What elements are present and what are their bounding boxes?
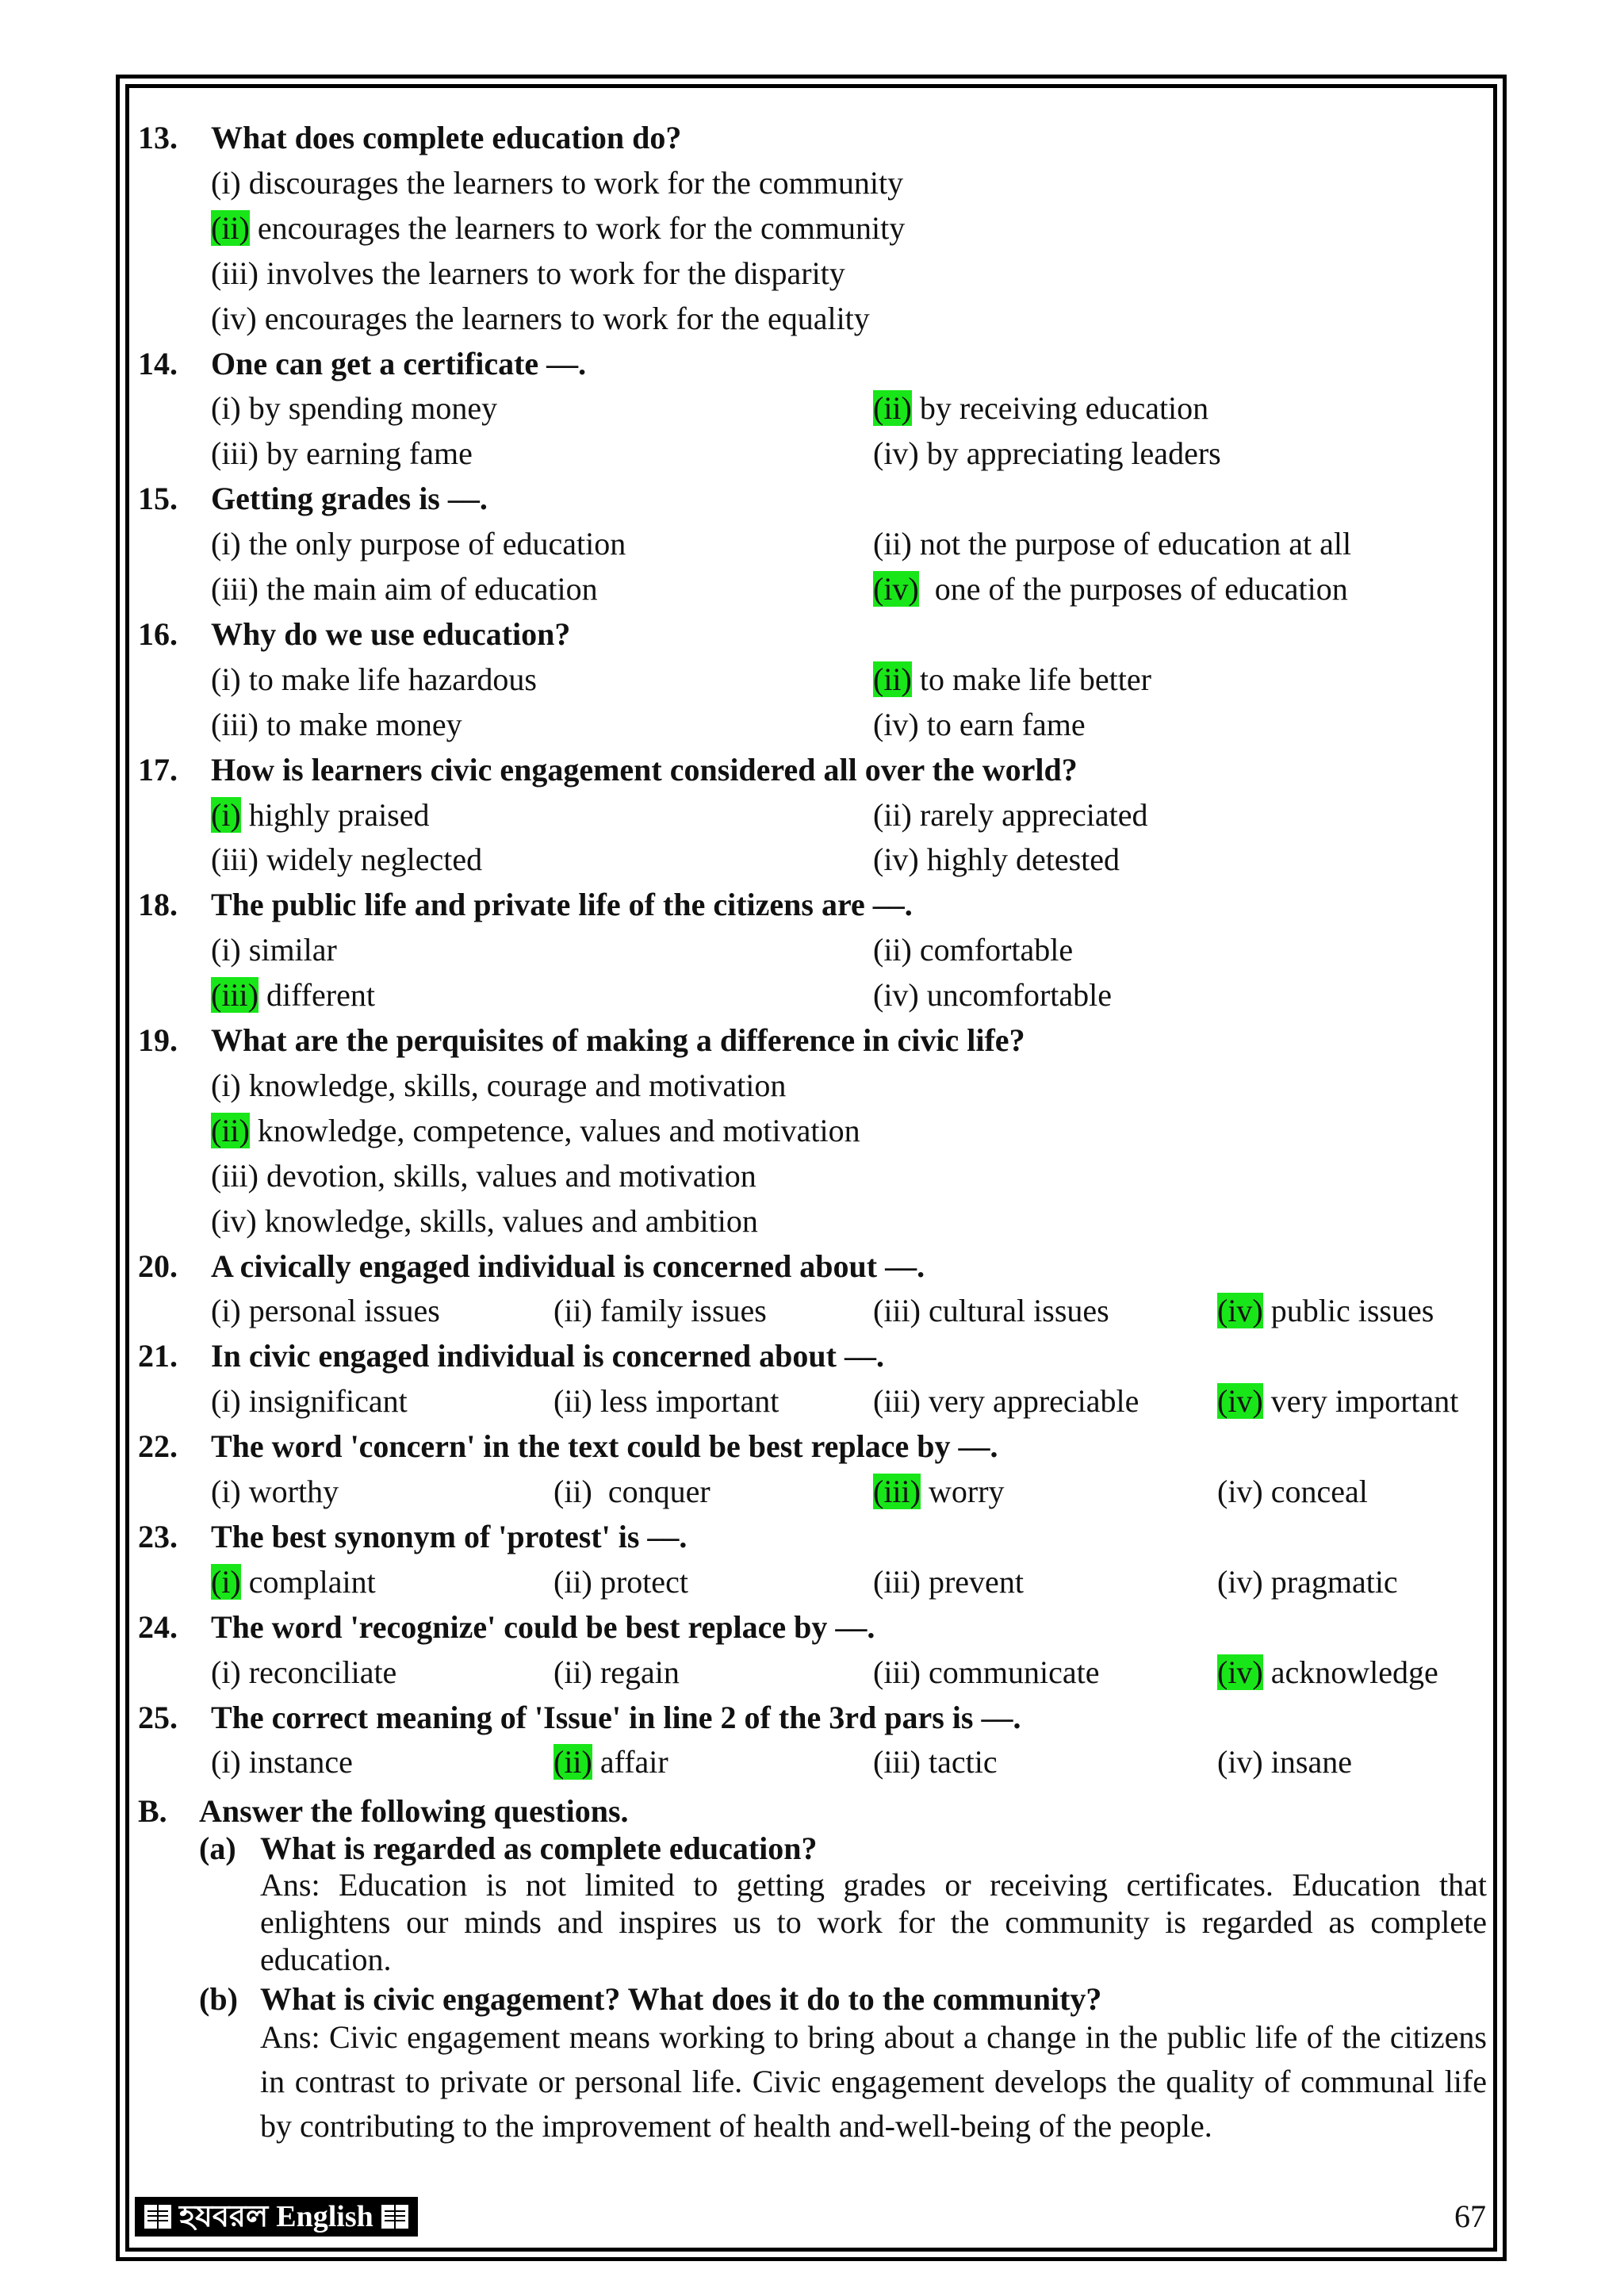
option-text: affair [592, 1744, 668, 1780]
answer-option [1217, 1742, 1352, 1782]
answer-option [1217, 1653, 1438, 1692]
option-text: regain [592, 1654, 680, 1690]
answer-option [211, 569, 598, 609]
question-text: A civically engaged individual is concerned about ––. [211, 1248, 925, 1284]
option-marker: (i) [211, 164, 241, 201]
option-marker: (ii) [873, 932, 912, 968]
option-marker: (iii) [873, 1383, 921, 1420]
answer-option [553, 1291, 767, 1331]
option-text: instance [240, 1744, 353, 1780]
option-marker: (iv) [873, 706, 919, 742]
option-marker: (iv) [211, 300, 257, 336]
option-marker: (i) [211, 932, 241, 968]
option-marker: (iv) [873, 841, 919, 878]
option-marker: (iv) [1217, 1744, 1263, 1780]
question-number: 25. [138, 1699, 178, 1735]
answer-option [553, 1742, 668, 1782]
answer-a-text: Ans: Education is not limited to getting grades or receiving certificates. Education that enlightens our minds and inspires us to work for the community is regarded as complete education. [260, 1867, 1487, 1977]
correct-option-marker: (i) [211, 1563, 241, 1600]
answer-option [873, 1382, 1139, 1421]
brand-bengali: হযবরল [179, 2200, 269, 2233]
question-number: 22. [138, 1428, 178, 1465]
option-marker: (iii) [211, 841, 259, 878]
answer-option [211, 209, 905, 248]
answer-option [873, 976, 1112, 1015]
answer-option [211, 434, 473, 473]
answer-option [211, 705, 462, 745]
answer-option [1217, 1291, 1434, 1331]
answer-option [873, 1472, 1005, 1512]
option-marker: (i) [211, 1067, 241, 1103]
answer-option [211, 930, 337, 970]
option-marker: (i) [211, 661, 241, 697]
question-number: 20. [138, 1248, 178, 1284]
answer-option [873, 1742, 998, 1782]
option-text: the main aim of education [258, 571, 598, 607]
answer-option [553, 1562, 688, 1602]
page-number: 67 [1454, 2198, 1486, 2234]
option-marker: (ii) [873, 526, 912, 562]
correct-option-marker: (iv) [1217, 1654, 1263, 1690]
option-text: by earning fame [258, 435, 473, 472]
option-text: personal issues [240, 1293, 440, 1329]
option-text: comfortable [911, 932, 1074, 968]
question-number: 19. [138, 1022, 178, 1058]
answer-option [873, 660, 1151, 700]
question-text: The correct meaning of 'Issue' in line 2 of the 3rd pars is ––. [211, 1699, 1021, 1735]
question-number: 23. [138, 1518, 178, 1554]
answer-option [873, 389, 1208, 428]
answer-option [873, 524, 1351, 564]
option-marker: (iii) [211, 435, 259, 472]
question-text: What does complete education do? [211, 120, 682, 155]
option-text: different [258, 977, 375, 1014]
option-text: discourages the learners to work for the community [240, 164, 904, 201]
option-text: insignificant [240, 1383, 408, 1420]
option-text: conceal [1262, 1474, 1368, 1509]
answer-option [211, 1472, 339, 1512]
question-number: 17. [138, 751, 178, 788]
answer-option [873, 569, 1348, 609]
answer-option [873, 434, 1221, 473]
option-text: pragmatic [1262, 1563, 1398, 1600]
question-text: The word 'recognize' could be best replace by ––. [211, 1608, 875, 1645]
question-number: 14. [138, 345, 178, 381]
option-text: highly detested [918, 841, 1120, 878]
question-text: Getting grades is ––. [211, 481, 488, 517]
answer-option [873, 1291, 1109, 1331]
answer-option [873, 705, 1086, 745]
correct-option-marker: (ii) [211, 209, 250, 246]
option-marker: (iv) [873, 435, 919, 472]
option-text: widely neglected [258, 841, 483, 878]
option-text: not the purpose of education at all [911, 526, 1352, 562]
correct-option-marker: (iv) [1217, 1383, 1263, 1420]
option-marker: (iii) [211, 706, 259, 742]
answer-option [211, 840, 482, 880]
answer-option [211, 1291, 440, 1331]
question-a-label: (a) [199, 1830, 236, 1866]
brand-english: English [276, 2200, 373, 2233]
question-number: 21. [138, 1338, 178, 1374]
answer-option [553, 1382, 779, 1421]
question-text: What are the perquisites of making a difference in civic life? [211, 1022, 1025, 1058]
option-text: uncomfortable [918, 977, 1113, 1014]
option-marker: (ii) [553, 1383, 592, 1420]
option-text: to make money [258, 706, 462, 742]
answer-option [211, 1066, 786, 1106]
question-b-label: (b) [199, 1981, 238, 2017]
option-marker: (iii) [211, 571, 259, 607]
option-marker: (i) [211, 526, 241, 562]
section-b-heading: Answer the following questions. [199, 1793, 629, 1829]
option-text: by spending money [240, 390, 498, 427]
option-text: knowledge, competence, values and motivation [249, 1112, 860, 1148]
option-text: communicate [920, 1654, 1100, 1690]
correct-option-marker: (iv) [873, 571, 919, 607]
option-marker: (i) [211, 1383, 241, 1420]
option-marker: (iv) [211, 1202, 257, 1239]
correct-option-marker: (iv) [1217, 1293, 1263, 1329]
option-text: encourages the learners to work for the community [249, 209, 906, 246]
question-text: In civic engaged individual is concerned about ––. [211, 1338, 884, 1374]
option-text: one of the purposes of education [918, 571, 1348, 607]
question-text: One can get a certificate ––. [211, 345, 587, 381]
option-text: conquer [592, 1474, 710, 1509]
option-text: the only purpose of education [240, 526, 626, 562]
answer-option [553, 1472, 710, 1512]
question-number: 13. [138, 120, 178, 155]
answer-option [211, 254, 845, 293]
option-text: reconciliate [240, 1654, 397, 1690]
option-marker: (i) [211, 390, 241, 427]
option-marker: (i) [211, 1654, 241, 1690]
option-text: protect [592, 1563, 688, 1600]
option-text: devotion, skills, values and motivation [258, 1157, 756, 1194]
option-text: less important [592, 1383, 779, 1420]
answer-option [211, 1111, 860, 1151]
option-text: by appreciating leaders [918, 435, 1221, 472]
option-text: to make life better [911, 661, 1151, 697]
option-marker: (ii) [873, 796, 912, 833]
option-marker: (i) [211, 1293, 241, 1329]
question-text: Why do we use education? [211, 615, 571, 652]
option-text: complaint [240, 1563, 376, 1600]
option-marker: (iii) [211, 255, 259, 291]
answer-option [211, 795, 430, 835]
option-marker: (iii) [873, 1744, 921, 1780]
option-text: highly praised [240, 796, 430, 833]
answer-option [873, 1653, 1099, 1692]
question-a-text: What is regarded as complete education? [260, 1830, 818, 1866]
answer-option [211, 299, 870, 339]
option-marker: (ii) [553, 1654, 592, 1690]
book-icon [144, 2205, 171, 2229]
answer-option [211, 1382, 408, 1421]
answer-option [553, 1653, 680, 1692]
option-marker: (iv) [1217, 1474, 1263, 1509]
question-text: The public life and private life of the citizens are ––. [211, 887, 913, 923]
option-text: worry [920, 1474, 1005, 1509]
option-text: prevent [920, 1563, 1024, 1600]
question-number: 16. [138, 615, 178, 652]
option-text: very important [1262, 1383, 1459, 1420]
question-text: The word 'concern' in the text could be best replace by ––. [211, 1428, 998, 1465]
answer-option [211, 1653, 396, 1692]
book-icon [381, 2205, 408, 2229]
option-marker: (iii) [873, 1293, 921, 1329]
option-text: insane [1262, 1744, 1352, 1780]
answer-option [211, 524, 626, 564]
option-marker: (i) [211, 1744, 241, 1780]
answer-option [211, 976, 375, 1015]
option-marker: (iv) [1217, 1563, 1263, 1600]
option-marker: (iii) [873, 1563, 921, 1600]
answer-option [211, 163, 903, 203]
answer-option [211, 1742, 353, 1782]
option-marker: (iii) [211, 1157, 259, 1194]
answer-option [873, 930, 1073, 970]
question-b-text: What is civic engagement? What does it do to the community? [260, 1981, 1102, 2017]
correct-option-marker: (iii) [211, 977, 259, 1014]
option-text: involves the learners to work for the disparity [258, 255, 845, 291]
option-marker: (iv) [873, 977, 919, 1014]
correct-option-marker: (ii) [873, 661, 912, 697]
option-marker: (ii) [553, 1293, 592, 1329]
answer-b-text: Ans: Civic engagement means working to bring about a change in the public life of the citizens in contrast to private or personal life. Civic engagement develops the quality of communal life by contributing to the improvement of health and-well-being of the people. [260, 2019, 1487, 2144]
option-text: encourages the learners to work for the equality [256, 300, 870, 336]
question-number: 18. [138, 887, 178, 923]
option-text: family issues [592, 1293, 767, 1329]
option-marker: (ii) [553, 1563, 592, 1600]
answer-option [1217, 1472, 1368, 1512]
question-number: 24. [138, 1608, 178, 1645]
option-text: very appreciable [920, 1383, 1139, 1420]
option-text: tactic [920, 1744, 998, 1780]
option-text: to earn fame [918, 706, 1086, 742]
question-text: How is learners civic engagement considered all over the world? [211, 751, 1078, 788]
question-number: 15. [138, 481, 178, 517]
answer-option [211, 389, 497, 428]
correct-option-marker: (ii) [211, 1112, 250, 1148]
answer-option [1217, 1382, 1458, 1421]
question-text: The best synonym of 'protest' is ––. [211, 1518, 688, 1554]
correct-option-marker: (ii) [873, 390, 912, 427]
answer-option [873, 795, 1147, 835]
option-text: by receiving education [911, 390, 1209, 427]
answer-option [211, 1562, 376, 1602]
correct-option-marker: (iii) [873, 1474, 921, 1509]
option-text: acknowledge [1262, 1654, 1438, 1690]
correct-option-marker: (ii) [553, 1744, 592, 1780]
option-text: to make life hazardous [240, 661, 537, 697]
answer-option [211, 660, 537, 700]
answer-option [873, 1562, 1024, 1602]
correct-option-marker: (i) [211, 796, 241, 833]
option-marker: (ii) [553, 1474, 592, 1509]
answer-option [873, 840, 1120, 880]
option-marker: (i) [211, 1474, 241, 1509]
option-marker: (iii) [873, 1654, 921, 1690]
answer-option [211, 1156, 756, 1196]
option-text: similar [240, 932, 337, 968]
option-text: worthy [240, 1474, 339, 1509]
option-text: knowledge, skills, values and ambition [256, 1202, 758, 1239]
option-text: cultural issues [920, 1293, 1109, 1329]
answer-option [211, 1202, 758, 1241]
option-text: rarely appreciated [911, 796, 1148, 833]
answer-option [1217, 1562, 1398, 1602]
section-b-label: B. [138, 1793, 167, 1829]
option-text: knowledge, skills, courage and motivation [240, 1067, 787, 1103]
brand-badge [135, 2197, 418, 2237]
option-text: public issues [1262, 1293, 1434, 1329]
